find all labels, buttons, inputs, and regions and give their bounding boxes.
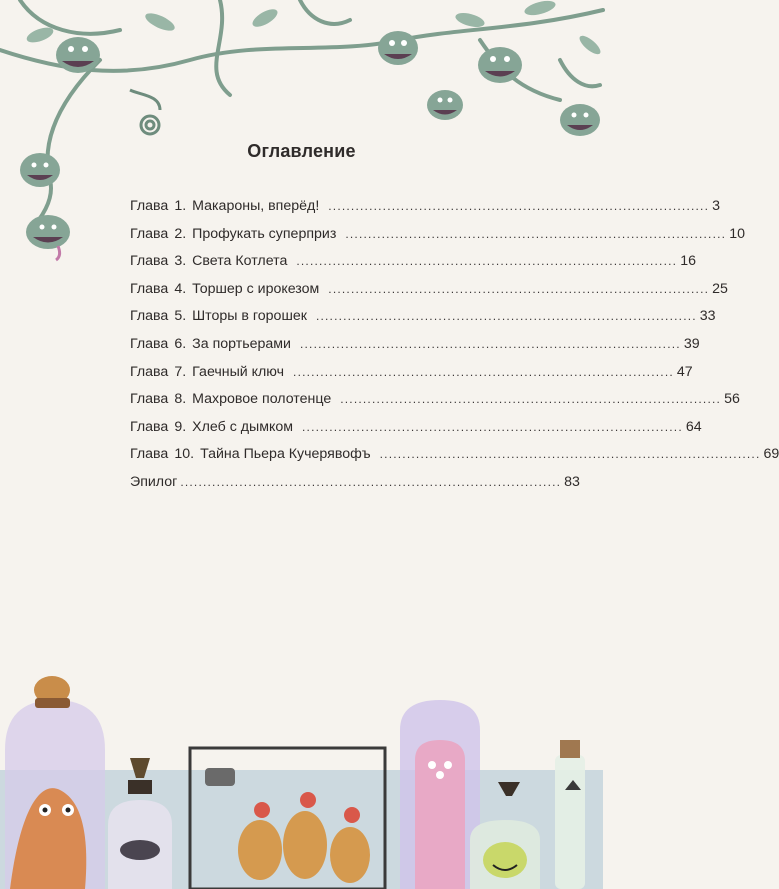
toc-entry-4[interactable]: Глава 4. Торшер с ирокезом .................................................................................... 25 bbox=[130, 276, 512, 304]
pink-creature-jar bbox=[400, 700, 480, 889]
page-number: 56 bbox=[724, 391, 740, 408]
test-tube bbox=[555, 740, 585, 889]
page-number: 39 bbox=[683, 335, 700, 352]
toc-entry-3[interactable]: Глава 3. Света Котлета .................................................................................... 16 bbox=[130, 248, 512, 276]
page-number: 64 bbox=[685, 418, 702, 435]
toc-entry-2[interactable]: Глава 2. Профукать суперприз .................................................................................... 10 bbox=[130, 221, 512, 249]
toc-entry-10[interactable]: Глава 10. Тайна Пьера Кучерявофъ .................................................................................... 69 bbox=[130, 441, 512, 469]
dot-leader: .................................................................................... bbox=[315, 309, 697, 324]
dot-leader: .................................................................................... bbox=[180, 474, 562, 489]
dot-leader: .................................................................................... bbox=[328, 281, 710, 296]
table-of-contents bbox=[130, 193, 779, 497]
dot-leader: .................................................................................... bbox=[345, 226, 727, 241]
toc-entry-7[interactable]: Глава 7. Гаечный ключ .................................................................................... 47 bbox=[130, 359, 512, 387]
dot-leader: .................................................................................... bbox=[299, 336, 681, 351]
dot-leader: .................................................................................... bbox=[328, 199, 710, 213]
toc-entry-1[interactable]: Глава 1. Макароны, вперёд! .................................................................................... 3 bbox=[130, 193, 512, 221]
page-number: 16 bbox=[680, 253, 696, 270]
toc-title: Оглавление bbox=[247, 141, 356, 161]
toc-entry-6[interactable]: Глава 6. За портьерами .................................................................................... 39 bbox=[130, 331, 512, 359]
dot-leader: .................................................................................... bbox=[293, 364, 674, 379]
page-number: 25 bbox=[712, 280, 728, 297]
page-number: 47 bbox=[676, 363, 693, 380]
page-number: 33 bbox=[699, 308, 716, 325]
dot-leader: .................................................................................... bbox=[302, 419, 683, 434]
toc-entry-9[interactable]: Глава 9. Хлеб с дымком .................................................................................... 64 bbox=[130, 414, 512, 442]
toc-entry-5[interactable]: Глава 5. Шторы в горошек .................................................................................... 33 bbox=[130, 303, 512, 331]
toc-entry-epilogue[interactable]: Эпилог .................................................................................... 83 bbox=[130, 469, 512, 497]
page-number: 10 bbox=[729, 225, 745, 242]
dot-leader: .................................................................................... bbox=[379, 447, 761, 462]
toc-entry-8[interactable]: Глава 8. Махровое полотенце .................................................................................... 56 bbox=[130, 386, 512, 414]
jars-illustration-bottom bbox=[0, 660, 603, 889]
dot-leader: .................................................................................... bbox=[340, 392, 722, 407]
page-number: 69 bbox=[763, 446, 779, 463]
dot-leader: .................................................................................... bbox=[296, 254, 678, 269]
page-number: 83 bbox=[564, 473, 580, 490]
octopus-jar bbox=[5, 676, 105, 889]
page-number: 3 bbox=[712, 198, 721, 214]
